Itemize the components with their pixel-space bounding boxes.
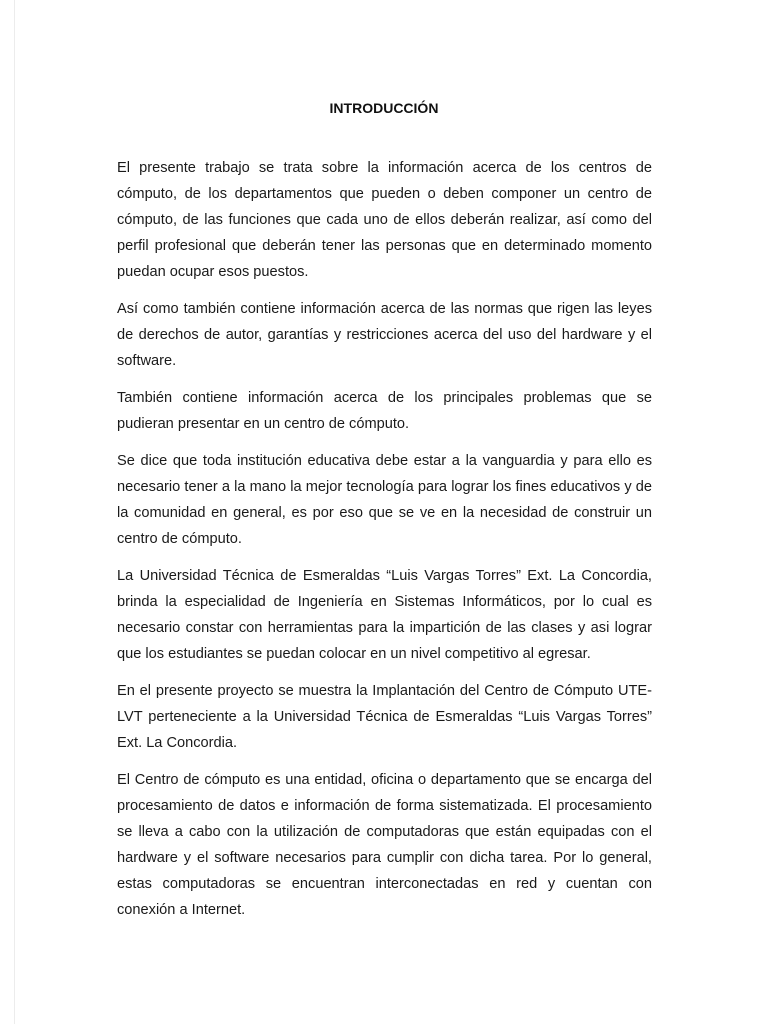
page-edge-divider bbox=[14, 0, 15, 1024]
paragraph-2: Así como también contiene información acerca de las normas que rigen las leyes de derechos de autor, garantías y restricciones acerca del uso del hardware y el software. bbox=[117, 301, 652, 369]
paragraph-3: También contiene información acerca de los principales problemas que se pudieran presentar en un centro de cómputo. bbox=[117, 390, 652, 432]
document-body bbox=[117, 155, 652, 934]
paragraph-7: El Centro de cómputo es una entidad, oficina o departamento que se encarga del procesamiento de datos e información de forma sistematizada. El procesamiento se lleva a cabo con la utilización de computadoras que están equipadas con el hardware y el software necesarios para cumplir con dicha tarea. Por lo general, estas computadoras se encuentran interconectadas en red y cuentan con conexión a Internet. bbox=[117, 772, 652, 918]
paragraph-5: La Universidad Técnica de Esmeraldas “Luis Vargas Torres” Ext. La Concordia, brinda la especialidad de Ingeniería en Sistemas Informáticos, por lo cual es necesario constar con herramientas para la impartición de las clases y asi lograr que los estudiantes se puedan colocar en un nivel competitivo al egresar. bbox=[117, 568, 652, 662]
paragraph-1: El presente trabajo se trata sobre la información acerca de los centros de cómputo, de los departamentos que pueden o deben componer un centro de cómputo, de las funciones que cada uno de ellos deberán realizar, así como del perfil profesional que deberán tener las personas que en determinado momento puedan ocupar esos puestos. bbox=[117, 160, 652, 280]
paragraph-4: Se dice que toda institución educativa debe estar a la vanguardia y para ello es necesario tener a la mano la mejor tecnología para lograr los fines educativos y de la comunidad en general, es por eso que se ve en la necesidad de construir un centro de cómputo. bbox=[117, 453, 652, 547]
paragraph-6: En el presente proyecto se muestra la Implantación del Centro de Cómputo UTE-LVT perteneciente a la Universidad Técnica de Esmeraldas “Luis Vargas Torres” Ext. La Concordia. bbox=[117, 683, 652, 751]
document-title: INTRODUCCIÓN bbox=[329, 100, 439, 116]
